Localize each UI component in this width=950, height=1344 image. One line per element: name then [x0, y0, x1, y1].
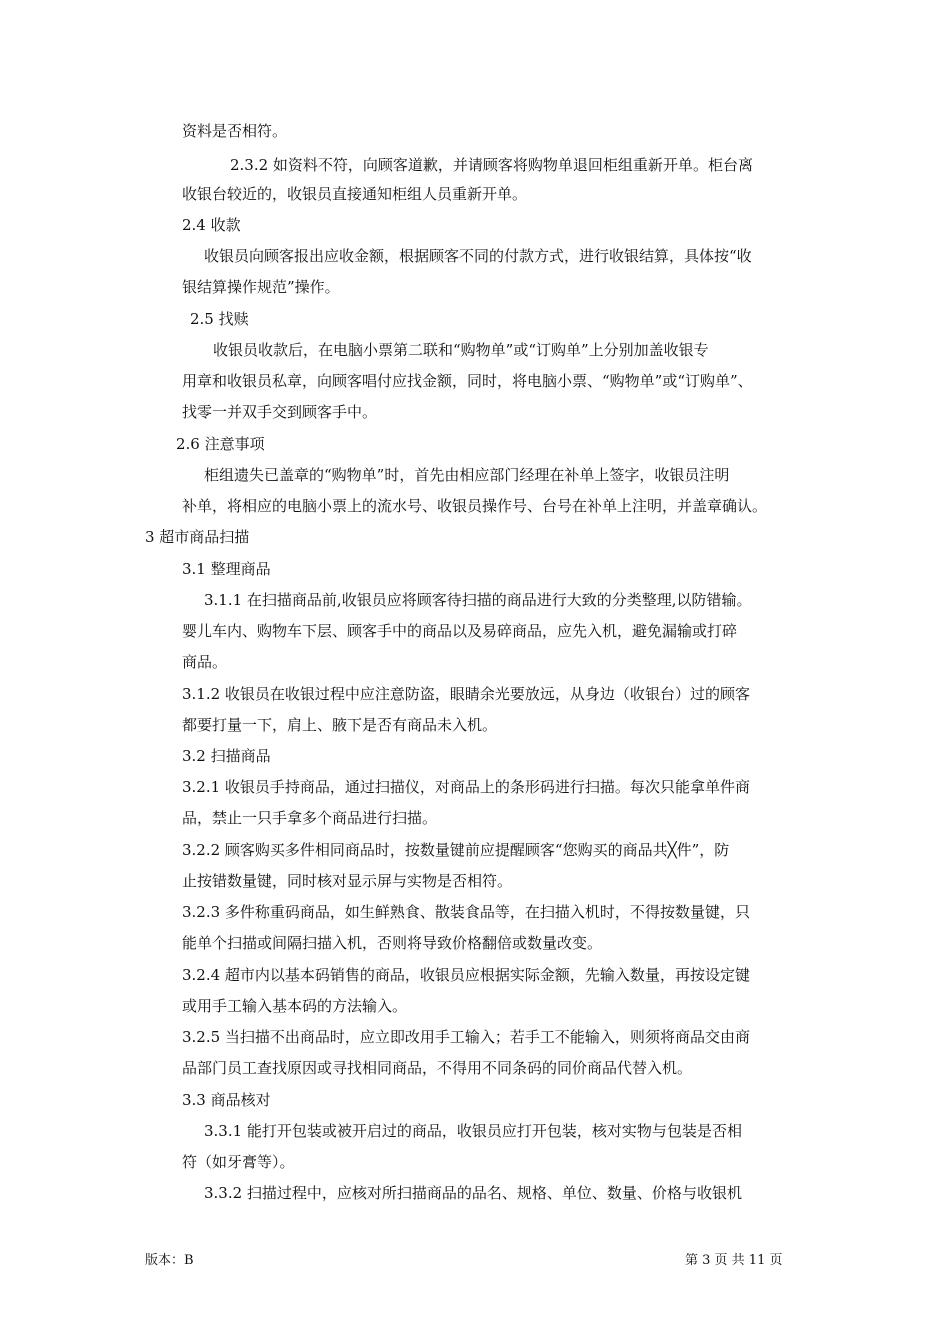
section-heading: 2.6 注意事项: [176, 435, 265, 453]
footer-version: 版本：B: [145, 1253, 194, 1268]
text-line: 收银员收款后，在电脑小票第二联和“购物单”或“订购单”上分别加盖收银专: [213, 341, 709, 359]
text-line: 婴儿车内、购物车下层、顾客手中的商品以及易碎商品，应先入机，避免漏输或打碎: [182, 622, 738, 640]
section-heading: 3.2 扫描商品: [182, 747, 271, 765]
text-line: 银结算操作规范”操作。: [182, 278, 340, 296]
text-line: 收银员向顾客报出应收金额，根据顾客不同的付款方式，进行收银结算，具体按“收: [204, 247, 752, 265]
text-line: 商品。: [182, 653, 228, 671]
text-line: 找零一并双手交到顾客手中。: [182, 403, 378, 421]
footer-page-number: 第 3 页 共 11 页: [685, 1253, 783, 1268]
section-heading: 2.5 找赎: [190, 310, 249, 328]
text-line: 资料是否相符。: [182, 122, 288, 140]
text-line: 用章和收银员私章，向顾客唱付应找金额，同时，将电脑小票、“购物单”或“订购单”、: [182, 372, 753, 390]
text-line: 3.2.4 超市内以基本码销售的商品，收银员应根据实际金额，先输入数量，再按设定键: [182, 966, 750, 984]
text-line: 柜组遗失已盖章的“购物单”时，首先由相应部门经理在补单上签字，收银员注明: [204, 466, 730, 484]
text-line: 品，禁止一只手拿多个商品进行扫描。: [182, 809, 438, 827]
text-line: 或用手工输入基本码的方法输入。: [182, 997, 408, 1015]
text-line: 3.1.1 在扫描商品前,收银员应将顾客待扫描的商品进行大致的分类整理,以防错输。: [204, 591, 752, 609]
section-heading: 2.4 收款: [182, 216, 241, 234]
text-line: 2.3.2 如资料不符，向顾客道歉，并请顾客将购物单退回柜组重新开单。柜台离: [230, 156, 753, 174]
text-line: 3.3.1 能打开包装或被开启过的商品，收银员应打开包装，核对实物与包装是否相: [204, 1122, 742, 1140]
text-line: 能单个扫描或间隔扫描入机，否则将导致价格翻倍或数量改变。: [182, 934, 603, 952]
text-line: 3.2.2 顾客购买多件相同商品时，按数量键前应提醒顾客“您购买的商品共╳件”，防: [182, 841, 730, 859]
text-line: 符（如牙膏等）。: [182, 1153, 295, 1171]
section-heading: 3.1 整理商品: [182, 560, 271, 578]
text-line: 收银台较近的，收银员直接通知柜组人员重新开单。: [182, 185, 528, 203]
chapter-heading: 3 超市商品扫描: [145, 528, 250, 546]
text-line: 止按错数量键，同时核对显示屏与实物是否相符。: [182, 872, 513, 890]
text-line: 都要打量一下，肩上、腋下是否有商品未入机。: [182, 716, 498, 734]
text-line: 3.3.2 扫描过程中，应核对所扫描商品的品名、规格、单位、数量、价格与收银机: [204, 1184, 742, 1202]
text-line: 3.1.2 收银员在收银过程中应注意防盗，眼睛余光要放远，从身边（收银台）过的顾客: [182, 685, 750, 703]
section-heading: 3.3 商品核对: [182, 1091, 271, 1109]
text-line: 补单，将相应的电脑小票上的流水号、收银员操作号、台号在补单上注明，并盖章确认。: [182, 497, 768, 515]
text-line: 3.2.3 多件称重码商品，如生鲜熟食、散装食品等，在扫描入机时，不得按数量键，只: [182, 903, 750, 921]
text-line: 3.2.1 收银员手持商品，通过扫描仪，对商品上的条形码进行扫描。每次只能拿单件商: [182, 778, 750, 796]
text-line: 品部门员工查找原因或寻找相同商品，不得用不同条码的同价商品代替入机。: [182, 1059, 693, 1077]
text-line: 3.2.5 当扫描不出商品时，应立即改用手工输入；若手工不能输入，则须将商品交由商: [182, 1028, 750, 1046]
